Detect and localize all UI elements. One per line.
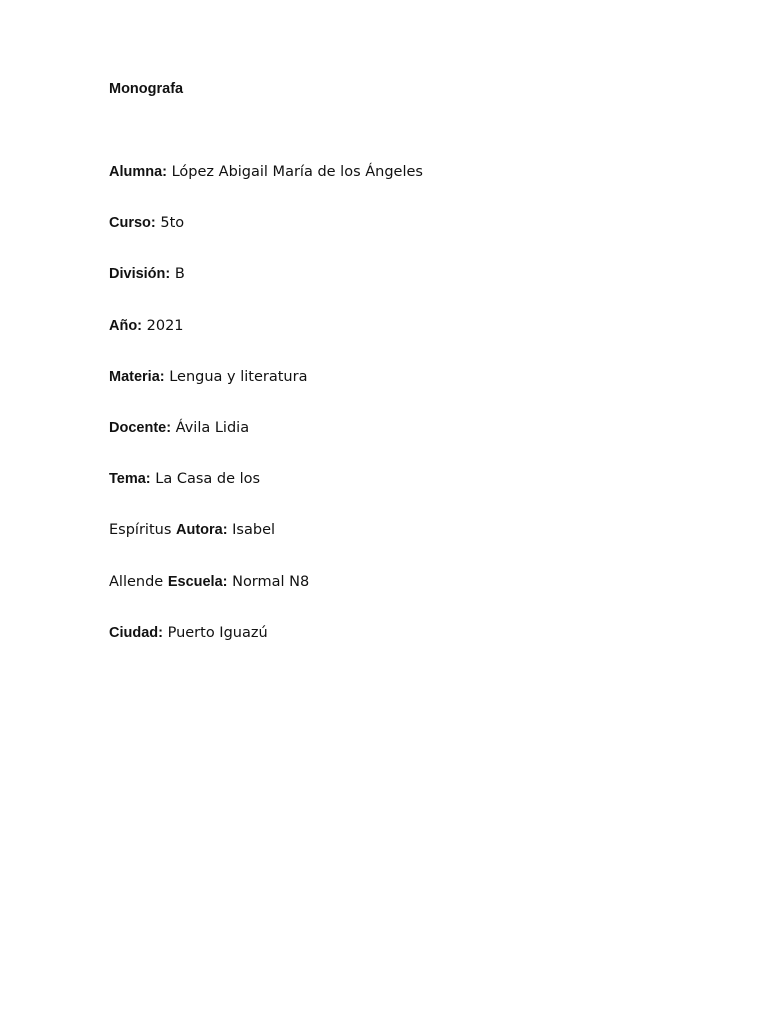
field-value: Lengua y literatura [164, 369, 308, 385]
field-division [109, 264, 185, 284]
field-label: Docente: [109, 420, 172, 436]
field-escuela [109, 572, 309, 592]
field-label: División: [109, 266, 171, 282]
field-value: Ávila Lidia [171, 420, 250, 436]
field-label: Materia: [109, 369, 165, 385]
field-materia [109, 367, 307, 387]
field-value: 5to [155, 215, 185, 231]
field-curso [109, 213, 184, 233]
field-anio [109, 316, 184, 336]
field-label: Curso: [109, 215, 156, 231]
field-value: 2021 [142, 318, 184, 334]
field-label: Ciudad: [109, 625, 163, 641]
field-autora [109, 520, 275, 540]
field-value: Normal N8 [227, 574, 310, 590]
field-value: La Casa de los [150, 471, 261, 487]
field-value: López Abigail María de los Ángeles [167, 164, 423, 180]
field-label: Escuela: [167, 574, 228, 590]
field-label: Alumna: [109, 164, 167, 180]
document-title: Monografa [109, 81, 184, 97]
field-docente [109, 418, 249, 438]
field-ciudad [109, 623, 268, 643]
field-tema [109, 469, 260, 489]
field-value: Isabel [227, 522, 276, 538]
field-prefix: Allende [109, 574, 168, 590]
field-label: Autora: [175, 522, 228, 538]
field-label: Año: [109, 318, 143, 334]
field-alumna [109, 162, 423, 182]
field-value: Puerto Iguazú [162, 625, 268, 641]
field-value: B [170, 266, 185, 282]
field-label: Tema: [109, 471, 151, 487]
field-prefix: Espíritus [109, 522, 176, 538]
